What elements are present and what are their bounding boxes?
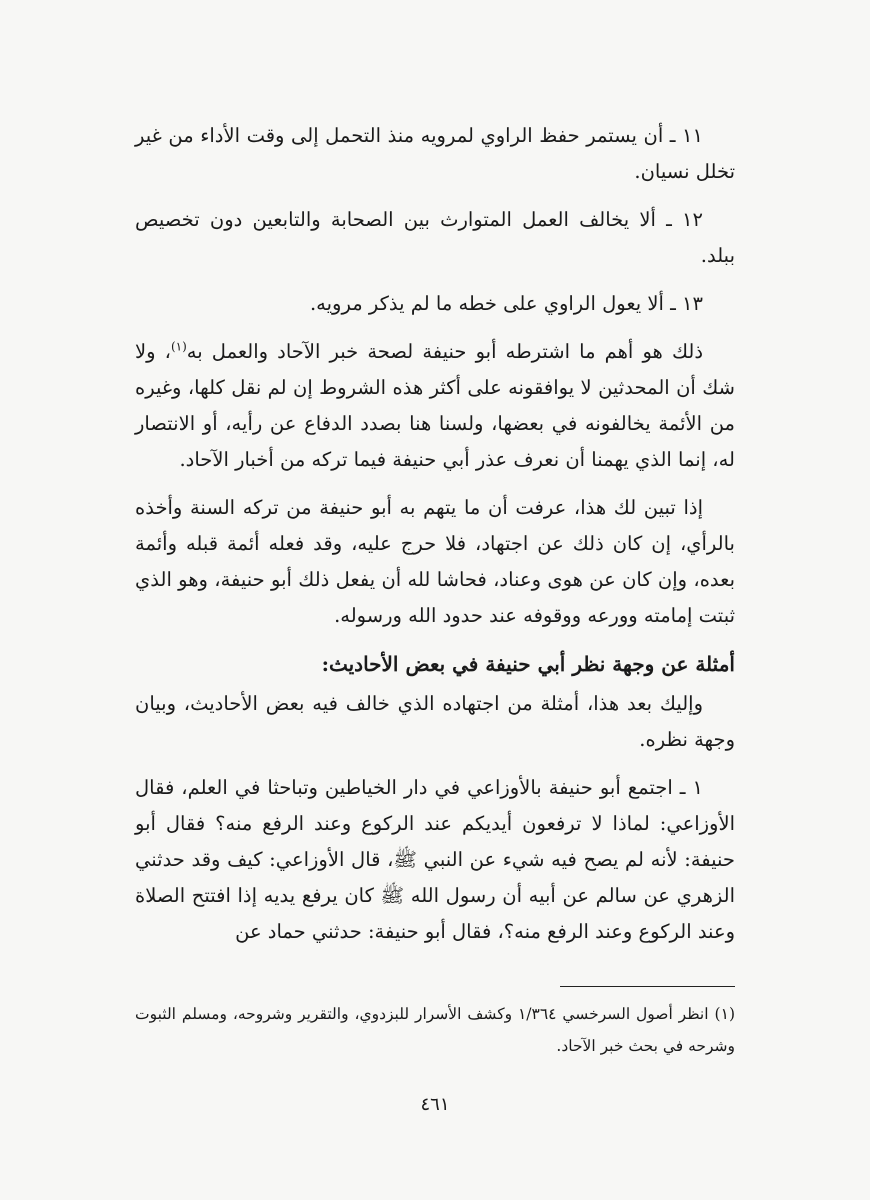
section-heading: أمثلة عن وجهة نظر أبي حنيفة في بعض الأحاديث: bbox=[321, 652, 735, 676]
example-paragraph: ١ ـ اجتمع أبو حنيفة بالأوزاعي في دار الخياطين وتباحثا في العلم، فقال الأوزاعي: لماذا لا ترفعون أيديكم عند الركوع وعند الرفع منه؟ فقال أبو حنيفة: لأنه لم يصح فيه شيء عن النبي ﷺ، قال الأوزاعي: كيف وقد حدثني الزهري عن سالم عن أبيه أن رسول الله ﷺ كان يرفع يديه إذا افتتح الصلاة وعند الركوع وعند الرفع منه؟، فقال أبو حنيفة: حدثني حماد عن bbox=[135, 776, 735, 943]
footnote-reference[interactable]: (١) bbox=[170, 339, 187, 354]
summary-paragraph bbox=[135, 334, 735, 478]
summary-text-end: ، ولا شك أن المحدثين لا يوافقونه على أكثر هذه الشروط إن لم نقل كلها، وغيره من الأئمة يخالفونه في بعضها، ولسنا هنا بصدد الدفاع عن رأيه، أو الانتصار له، إنما الذي يهمنا أن نعرف عذر أبي حنيفة فيما تركه من أخبار الآحاد. bbox=[135, 340, 735, 471]
footnote-text: انظر أصول السرخسي ١/٣٦٤ وكشف الأسرار للبزدوي، والتقرير وشروحه، ومسلم الثبوت وشرحه في بحث خبر الآحاد. bbox=[135, 1005, 735, 1055]
page-number: ٤٦١ bbox=[420, 1094, 450, 1115]
condition-13: ١٣ ـ ألا يعول الراوي على خطه ما لم يذكر مرويه. bbox=[309, 292, 703, 315]
condition-12: ١٢ ـ ألا يخالف العمل المتوارث بين الصحابة والتابعين دون تخصيص ببلد. bbox=[135, 208, 735, 267]
condition-11: ١١ ـ أن يستمر حفظ الراوي لمرويه منذ التحمل إلى وقت الأداء من غير تخلل نسيان. bbox=[135, 124, 735, 183]
intro-paragraph: وإليك بعد هذا، أمثلة من اجتهاده الذي خالف فيه بعض الأحاديث، وبيان وجهة نظره. bbox=[135, 692, 735, 751]
footnote bbox=[135, 998, 735, 1062]
summary-text-start: ذلك هو أهم ما اشترطه أبو حنيفة لصحة خبر الآحاد والعمل به bbox=[186, 340, 704, 363]
footnote-divider bbox=[560, 986, 735, 987]
main-text bbox=[135, 118, 735, 962]
conclusion-paragraph: إذا تبين لك هذا، عرفت أن ما يتهم به أبو حنيفة من تركه السنة وأخذه بالرأي، إن كان ذلك عن اجتهاد، فلا حرج عليه، وقد فعله أئمة قبله وأئمة بعده، وإن كان عن هوى وعناد، فحاشا لله أن يفعل ذلك أبو حنيفة، وهو الذي ثبتت إمامته وورعه ووقوفه عند حدود الله ورسوله. bbox=[135, 496, 735, 627]
footnote-marker: (١) bbox=[714, 1005, 735, 1023]
